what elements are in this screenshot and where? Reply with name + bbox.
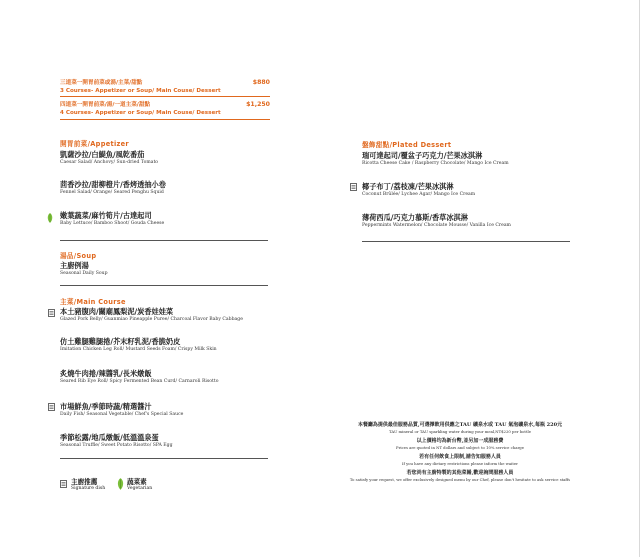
appetizer-heading: 開胃前菜/Appetizer <box>60 140 129 148</box>
main-divider <box>60 458 268 459</box>
main-item-3: 炙燒牛肉捲/辣醬乳/長米燉飯 Seared Rib Eye Roll/ Spicy Fermented Bean Curd/ Carnaroli Risotto <box>60 369 219 384</box>
dessert-item-1: 瑞可達起司/覆盆子巧克力/芒果冰淇淋 Ricotta Cheese Cake / Raspberry Chocolate/ Mango Ice Cream <box>362 151 509 166</box>
soup-divider <box>60 285 268 286</box>
price-4-courses <box>60 101 270 117</box>
note-4: 若您尚有主廚特製的其他菜餚,歡迎詢問服務人員 To satisfy your request, we offer exclusively designed menu by our Chef, please don't hesitate to ask service staffs <box>349 470 571 482</box>
note-1: 本餐廳為提供最佳服務品質,可選擇飲用供應之TAU 礦泉水或 TAU 氣泡礦泉水,每瓶 220元 TAU mineral or TAU sparkling water during your meal,NT$220 per bottle <box>357 422 563 434</box>
price-3-en: 3 Courses- Appetizer or Soup/ Main Couse/ Dessert <box>60 88 221 94</box>
chef-recommend-icon <box>48 309 55 317</box>
vegetarian-leaf-icon <box>47 213 53 223</box>
dessert-item-3: 薄荷西瓜/巧克力慕斯/香草冰淇淋 Peppermints Watermelon/ Chocolate Mousse/ Vanilla Ice Cream <box>362 213 511 228</box>
price-4-en: 4 Courses- Appetizer or Soup/ Main Couse/ Dessert <box>60 110 221 116</box>
price-divider-1 <box>60 96 270 97</box>
soup-item-1: 主廚例湯 Seasonal Daily Soup <box>60 261 108 276</box>
note-3: 若有任何飲食上限制,請告知服務人員 If you have any dietary restrictions please inform the waiter <box>401 454 518 466</box>
main-item-2: 仿土雞腿雞腿捲/芥末籽乳泥/香脆奶皮 Imitation Chicken Leg Roll/ Mustard Seeds Foam/ Crispy Milk Skin <box>60 337 217 352</box>
service-notes <box>340 422 580 483</box>
price-3-zh: 三道菜一開胃前菜或湯/主菜/甜點 <box>60 80 143 86</box>
appetizer-item-1: 凱薩沙拉/白鯷魚/風乾番茄 Caesar Salad/ Anchovy/ Sun-dried Tomato <box>60 150 159 165</box>
main-item-5: 季節松露/地瓜燉飯/低溫溫泉蛋 Seasonal Truffle/ Sweet Potato Risotto/ SPA Egg <box>60 433 173 448</box>
appetizer-divider <box>60 240 268 241</box>
soup-heading: 湯品/Soup <box>60 252 97 260</box>
price-3-value: $880 <box>252 79 270 86</box>
chef-recommend-icon <box>48 403 55 411</box>
price-3-courses <box>60 79 270 95</box>
chef-recommend-icon <box>60 480 67 488</box>
chef-recommend-icon <box>350 183 357 191</box>
vegetarian-leaf-icon <box>117 478 124 490</box>
appetizer-item-3: 嫩葉蔬菜/麻竹筍片/古達起司 Baby Lettuce/ Bamboo Shoot/ Gouda Cheese <box>60 211 165 226</box>
dessert-item-2: 椰子布丁/荔枝凍/芒果冰淇淋 Coconut Brûlée/ Lychee Agar/ Mango Ice Cream <box>362 182 476 197</box>
price-divider-2 <box>60 119 270 120</box>
dessert-heading: 盤飾甜點/Plated Dessert <box>362 141 452 149</box>
main-heading: 主菜/Main Course <box>60 298 126 306</box>
price-4-zh: 四道菜一開胃前菜/湯/一道主菜/甜點 <box>60 102 151 108</box>
main-item-4: 市場鮮魚/季節時蔬/精選醬汁 Daily Fish/ Seasonal Vegetable/ Chef's Special Sauce <box>60 402 184 417</box>
price-4-value: $1,250 <box>246 101 270 108</box>
appetizer-item-2: 茴香沙拉/甜柳橙片/香烤透抽小卷 Fennel Salad/ Orange/ Seared Penghu Squid <box>60 180 166 195</box>
dessert-divider <box>362 241 570 242</box>
note-2: 以上價格均為新台幣,並另加一成服務費 Prices are quoted in NT dollars and subject to 10% service charge <box>396 438 524 450</box>
main-item-1: 本土豬腹肉/關廟鳳梨泥/炭香娃娃菜 Glazed Pork Belly/ Guanmiao Pineapple Puree/ Charcoal Flavor Baby Cabbage <box>60 307 243 322</box>
legend-chef: 主廚推薦 Signature dish <box>71 478 106 491</box>
legend-veg: 蔬菜素 Vegetarian <box>127 478 153 491</box>
